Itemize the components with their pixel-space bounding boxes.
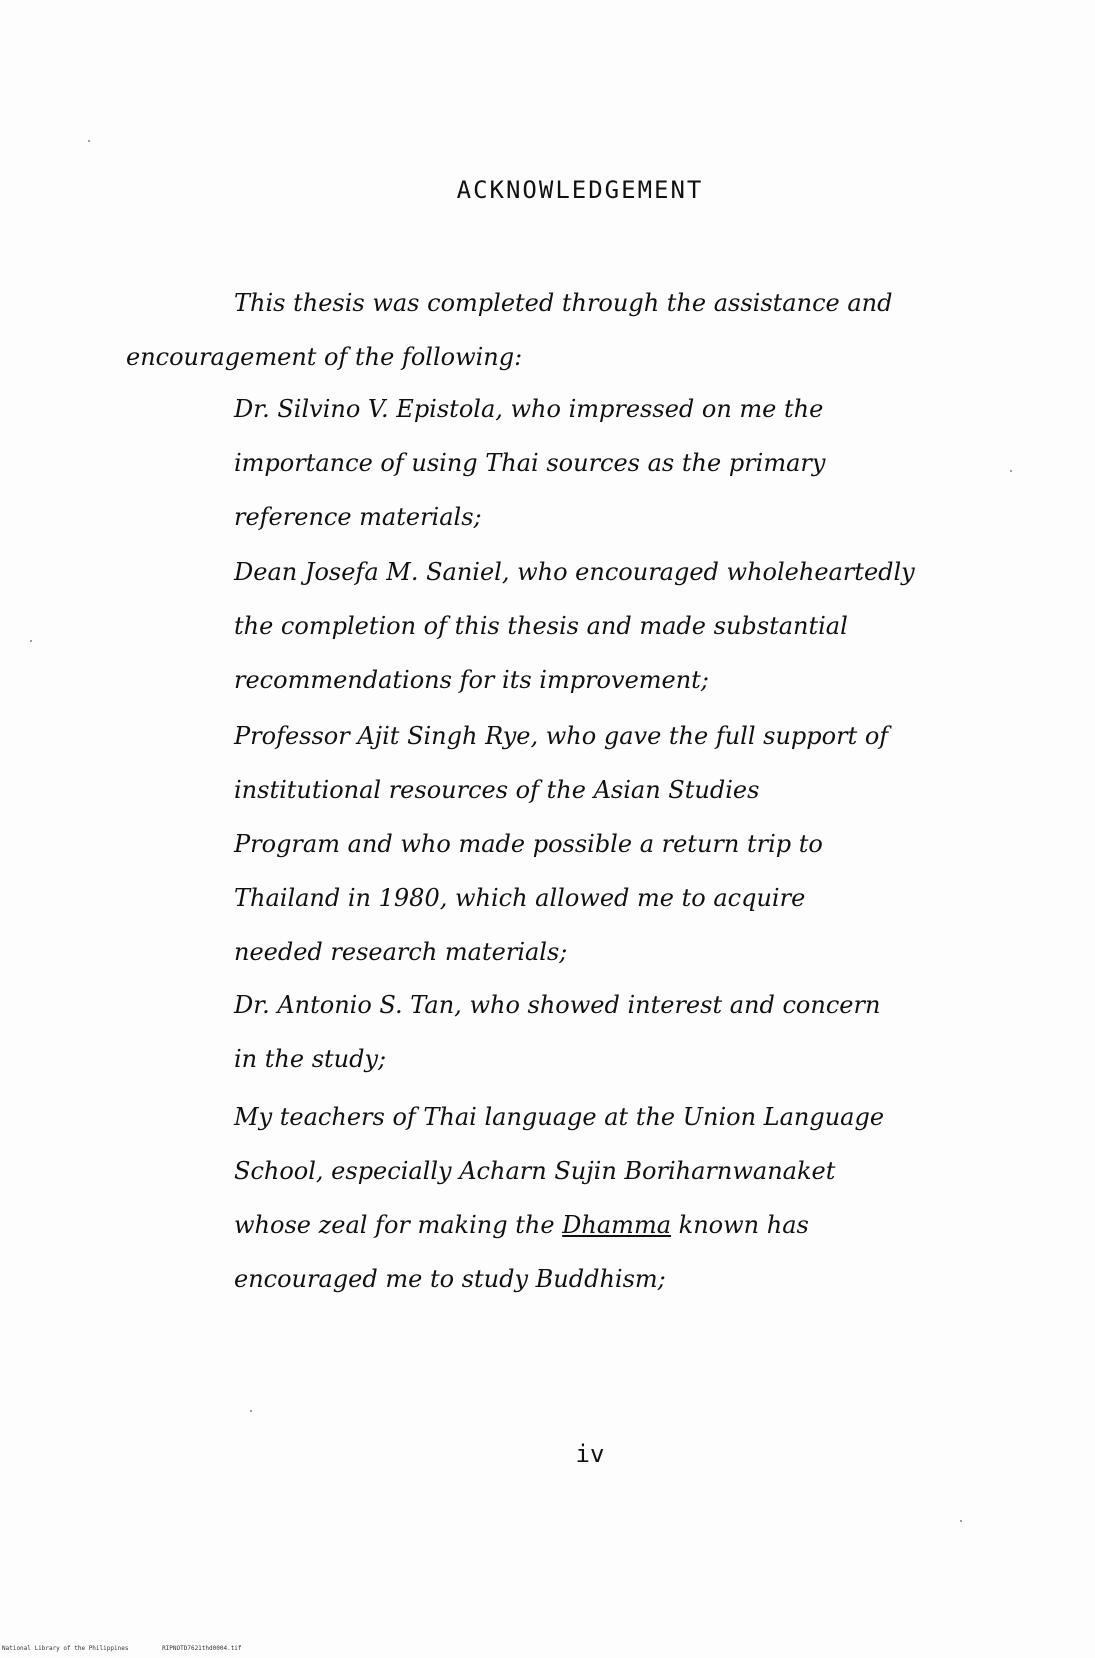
page-title: ACKNOWLEDGEMENT xyxy=(456,176,704,204)
acknowledgement-entry-teachers xyxy=(234,1090,1084,1306)
scan-speck xyxy=(88,140,90,142)
acknowledgement-entry-rye xyxy=(234,709,1084,979)
scan-speck xyxy=(1010,470,1012,472)
underlined-term-dhamma: Dhamma xyxy=(562,1211,672,1239)
entry-line xyxy=(234,1198,1084,1252)
intro-paragraph: This thesis was completed through the assistance and encouragement of the following: xyxy=(126,289,893,371)
entry-line: institutional resources of the Asian Studies xyxy=(234,776,760,804)
acknowledgement-entry-saniel xyxy=(234,545,1084,707)
entry-line: Dean Josefa M. Saniel, who encouraged wholeheartedly xyxy=(234,558,915,586)
acknowledgement-entry-epistola xyxy=(234,382,1084,544)
entry-line-text: whose zeal for making the xyxy=(234,1211,555,1239)
entry-line: Dr. Silvino V. Epistola, who impressed on me the xyxy=(234,395,824,423)
entry-line: the completion of this thesis and made substantial xyxy=(234,612,848,640)
entry-line-text: known has xyxy=(678,1211,809,1239)
scan-speck xyxy=(30,640,32,642)
footer-filename: RIPNOTD7621thd0004.tif xyxy=(162,1645,242,1652)
entry-line: needed research materials; xyxy=(234,938,568,966)
entry-line: Dr. Antonio S. Tan, who showed interest and concern xyxy=(234,991,881,1019)
entry-line: importance of using Thai sources as the primary xyxy=(234,449,826,477)
entry-line: reference materials; xyxy=(234,503,482,531)
footer-library: National Library of the Philippines xyxy=(2,1645,129,1652)
page-number: iv xyxy=(575,1440,605,1468)
entry-line: Program and who made possible a return trip to xyxy=(234,830,823,858)
scan-footer xyxy=(2,1645,272,1652)
entry-line: Thailand in 1980, which allowed me to acquire xyxy=(234,884,806,912)
entry-line: encouraged me to study Buddhism; xyxy=(234,1265,666,1293)
scan-speck xyxy=(250,1410,252,1412)
entry-line: School, especially Acharn Sujin Boriharnwanaket xyxy=(234,1157,836,1185)
scan-speck xyxy=(960,1520,962,1522)
entry-line: recommendations for its improvement; xyxy=(234,666,709,694)
acknowledgement-entry-tan xyxy=(234,978,1084,1086)
entry-line: Professor Ajit Singh Rye, who gave the full support of xyxy=(234,722,889,750)
entry-line: My teachers of Thai language at the Union Language xyxy=(234,1103,885,1131)
entry-line: in the study; xyxy=(234,1045,387,1073)
